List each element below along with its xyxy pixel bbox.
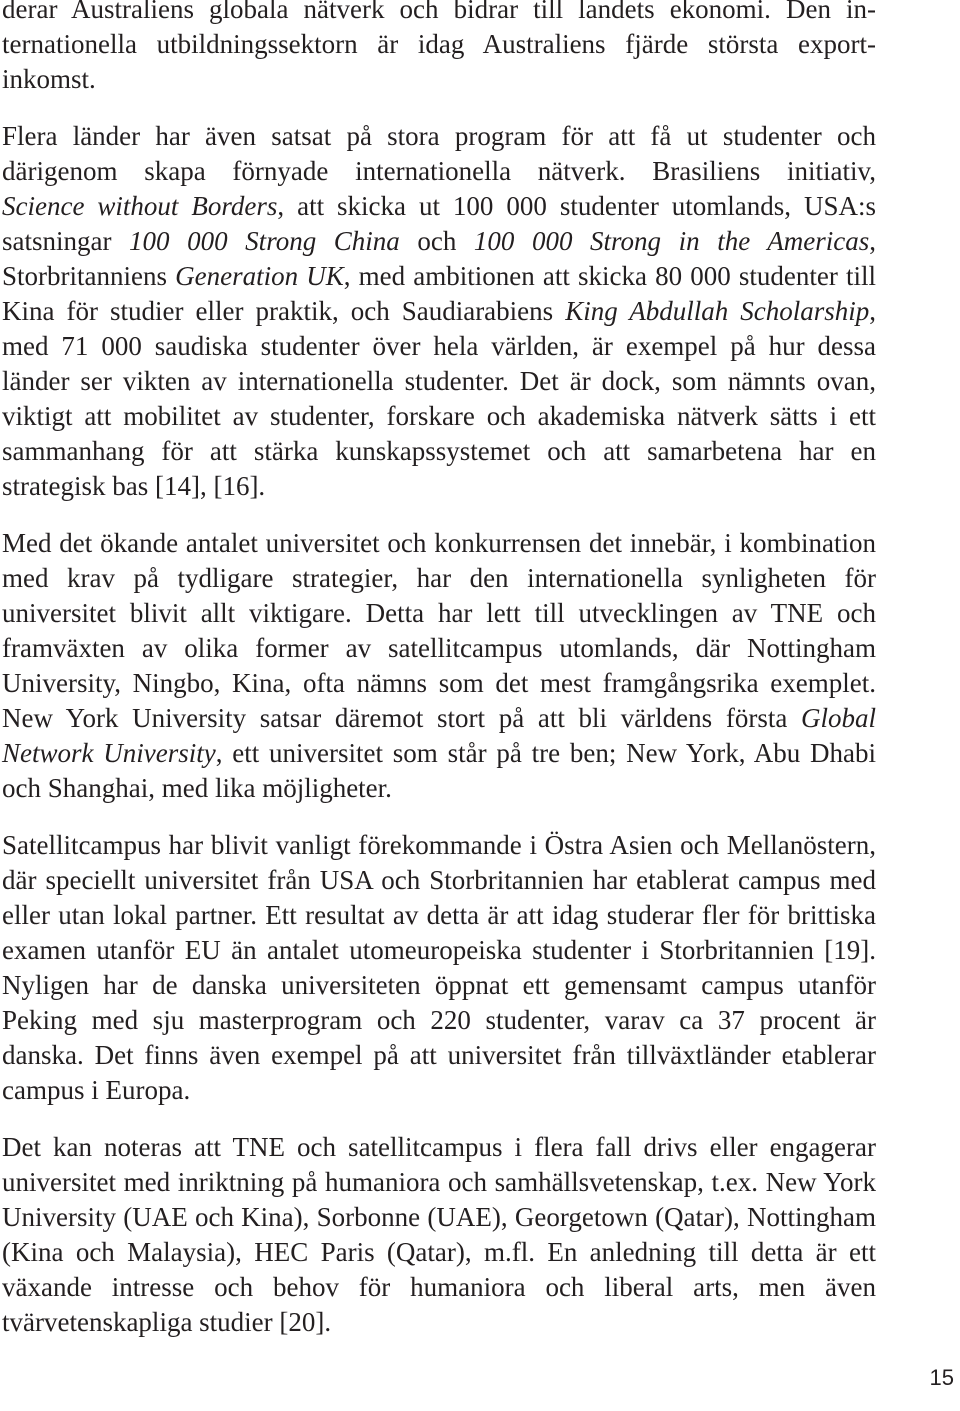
text-segment: , med 71 000 saudiska studenter över hela världen, är exempel på hur dessa länder ser vikten av internationella studenter. Det är dock, som nämnts ovan, viktigt att mobilitet av studenter, forskare och akademiska nätverk sätts i ett sammanhang för att stärka kunskapssystemet och att samarbetena har en strategisk bas [14], [16]. xyxy=(2,296,876,501)
text-segment: och xyxy=(399,226,474,256)
paragraph-body xyxy=(2,828,876,1108)
italic-title: 100 000 Strong China xyxy=(129,226,400,256)
text-line: derar Australiens globala nätverk och bidrar till landets ekonomi. Den in- xyxy=(2,0,876,24)
text-segment: Med det ökande antalet universitet och konkurrensen det innebär, i kombination med krav på tydligare strategier, har den internationella synligheten för universitet blivit allt viktigare. Detta har lett till utvecklingen av TNE och framväxten av olika former av satellitcampus utomlands, där Nottingham University, Ningbo, Kina, ofta nämns som det mest framgångsrika exemplet. New York University satsar däremot stort på att bli världens första xyxy=(2,528,876,733)
text-segment: , Storbritanniens xyxy=(2,226,876,291)
paragraph-5 xyxy=(2,1130,876,1340)
text-line: ternationella utbildningssektorn är idag Australiens fjärde största export- xyxy=(2,29,876,59)
page-number: 15 xyxy=(929,1365,954,1390)
document-page xyxy=(2,0,876,1362)
paragraph-1 xyxy=(2,0,876,97)
paragraph-body xyxy=(2,189,876,504)
italic-title: Science without Borders xyxy=(2,191,278,221)
paragraph-4 xyxy=(2,828,876,1108)
italic-title: Global Network University xyxy=(2,703,876,768)
text-segment: Satellitcampus har blivit vanligt förekommande i Östra Asien och Mellanöstern, där speciellt universitet från USA och Storbritannien har etablerat campus med eller utan lokal partner. Ett resultat av detta är att idag studerar fler för brittiska examen utanför EU än antalet utomeuropeiska studenter i Storbritannien [19]. Nyligen har de danska universiteten öppnat ett gemensamt campus utanför Peking med sju masterprogram och 220 studenter, varav ca 37 procent är danska. Det finns även exempel på att universitet från tillväxtländer etablerar campus i Europa. xyxy=(2,830,876,1105)
paragraph-3 xyxy=(2,526,876,806)
text-segment: , ett universitet som står på tre ben; New York, Abu Dhabi och Shanghai, med lika möjligheter. xyxy=(2,738,876,803)
paragraph-body xyxy=(2,1130,876,1340)
italic-title: King Abdullah Scholarship xyxy=(565,296,870,326)
italic-title: 100 000 Strong in the Americas xyxy=(473,226,870,256)
italic-title: Generation UK xyxy=(175,261,344,291)
text-line: inkomst. xyxy=(2,64,96,94)
text-line: Flera länder har även satsat på stora program för att få ut studenter och xyxy=(2,121,876,151)
text-line: därigenom skapa förnyade internationella nätverk. Brasiliens initiativ, xyxy=(2,156,876,186)
text-segment: , med ambitionen att skicka 80 000 studenter till Kina för studier eller praktik, och Saudiarabiens xyxy=(2,261,876,326)
paragraph-body xyxy=(2,526,876,806)
paragraph-2 xyxy=(2,119,876,504)
text-segment: , att skicka ut 100 000 studenter utomlands, USA:s satsningar xyxy=(2,191,877,256)
text-segment: Det kan noteras att TNE och satellitcampus i flera fall drivs eller engagerar universitet med inriktning på humaniora och samhällsvetenskap, t.ex. New York University (UAE och Kina), Sorbonne (UAE), Georgetown (Qatar), Nottingham (Kina och Malaysia), HEC Paris (Qatar), m.fl. En anledning till detta är ett växande intresse och behov för humaniora och liberal arts, men även tvärvetenskapliga studier [20]. xyxy=(2,1132,876,1337)
